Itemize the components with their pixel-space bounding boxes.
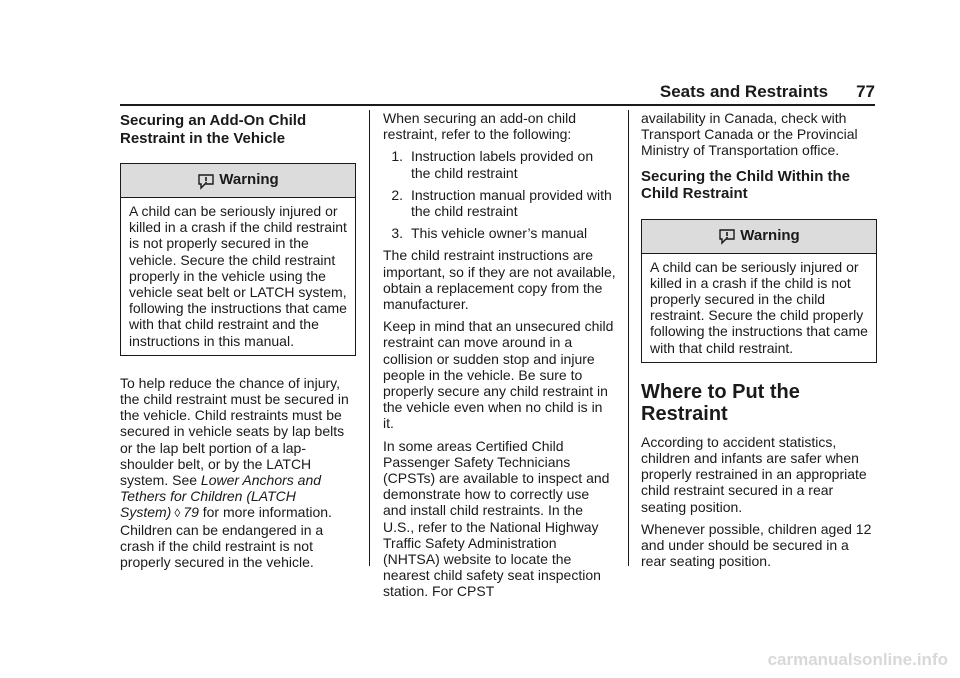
- paragraph: Whenever possible, children aged 12 and under should be secured in a rear seating position.: [641, 520, 872, 570]
- list-item: [383, 225, 616, 241]
- list-text: This vehicle owner’s manual: [411, 225, 588, 242]
- header-rule: [120, 104, 875, 106]
- paragraph: According to accident statistics, children and infants are safer when properly restrained in an appropriate child restraint secured in a rear seating position.: [641, 433, 867, 515]
- list-number: 3.: [391, 225, 403, 242]
- paragraph: [120, 375, 356, 570]
- paragraph-text: for more information. Children can be endangered in a crash if the child restraint is not properly secured in the vehicle.: [120, 504, 332, 571]
- column-3: [641, 110, 877, 569]
- section-title: Seats and Restraints: [659, 82, 829, 101]
- column-2: [383, 110, 616, 600]
- cross-reference-page[interactable]: 79: [183, 504, 199, 521]
- page-header: [640, 82, 875, 102]
- paragraph: In some areas Certified Child Passenger Safety Technicians (CPSTs) are available to inspect and demonstrate how to correctly use and install child restraints. In the U.S., refer to the National Highway Traffic Safety Administration (NHTSA) website to locate the nearest child safety seat inspection station. For CPST: [383, 437, 610, 600]
- watermark: carmanualsonline.info: [767, 650, 948, 669]
- paragraph: The child restraint instructions are important, so if they are not available, obtain a replacement copy from the manufacturer.: [383, 247, 616, 313]
- warning-header: [642, 220, 876, 254]
- warning-box: [641, 219, 877, 363]
- paragraph-text: To help reduce the chance of injury, the child restraint must be secured in the vehicle. Child restraints must be secured in vehicle seats by lap belts or the lap belt portion of a lap-shoulder belt, or by the LATCH system. See: [120, 374, 349, 489]
- list-item: [383, 148, 616, 180]
- warning-box: [120, 163, 356, 356]
- section-heading-large: Where to Put the Restraint: [641, 380, 800, 425]
- warning-title: Warning: [740, 227, 800, 244]
- list-text: Instruction manual provided with the child restraint: [411, 186, 612, 220]
- warning-icon: [718, 227, 736, 245]
- list-text: Instruction labels provided on the child restraint: [411, 148, 594, 181]
- paragraph: Keep in mind that an unsecured child restraint can move around in a collision or sudden stop and injure people in the vehicle. Be sure to properly secure any child restraint in the vehicle even when no child is in it.: [383, 318, 614, 432]
- column-divider: [369, 110, 370, 566]
- warning-text: A child can be seriously injured or killed in a crash if the child restraint is not properly secured in the vehicle. Secure the child restraint properly in the vehicle using the vehicle seat belt or LATCH system, following the instructions that came with that child restraint and the instructions in this manual.: [129, 203, 347, 349]
- page-number: 77: [856, 82, 875, 101]
- list-number: 2.: [391, 186, 403, 203]
- list-item: [383, 187, 616, 219]
- warning-icon: [197, 172, 215, 190]
- list-number: 1.: [391, 148, 403, 165]
- page-ref-icon: ◊: [174, 506, 181, 521]
- warning-header: [121, 164, 355, 198]
- column-1: [120, 110, 356, 570]
- section-heading: Securing the Child Within the Child Restraint: [641, 167, 851, 203]
- column-divider: [628, 110, 629, 566]
- warning-title: Warning: [219, 171, 279, 189]
- paragraph: When securing an add-on child restraint, refer to the following:: [383, 110, 577, 143]
- instruction-list: [383, 148, 616, 241]
- section-heading: Securing an Add-On Child Restraint in the Vehicle: [120, 112, 307, 147]
- paragraph: availability in Canada, check with Transport Canada or the Provincial Ministry of Transportation office.: [641, 110, 858, 159]
- warning-text: A child can be seriously injured or killed in a crash if the child is not properly secured in the child restraint. Secure the child properly following the instructions that came with that child restraint.: [650, 258, 868, 356]
- cross-reference-link[interactable]: Lower Anchors and Tethers for Children (LATCH System): [120, 472, 322, 521]
